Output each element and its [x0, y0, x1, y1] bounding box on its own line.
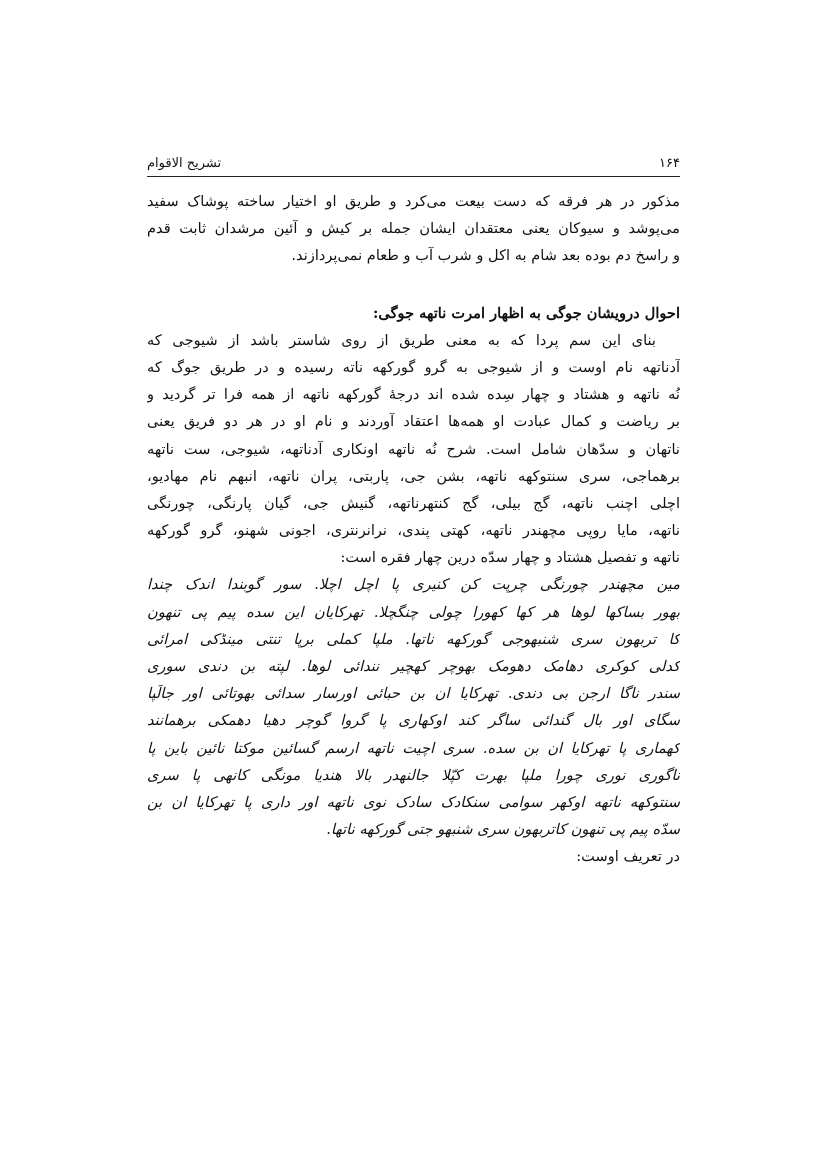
text-line: بنای این سم پردا که به معنی طریق از روی شاستر باشد از شیوجی که: [147, 331, 656, 349]
text-line: می‌پوشد و سیوکان یعنی معتقدان ایشان جمله بر کیش و آئین مرشدان ثابت قدم: [147, 220, 680, 238]
verse-line: کدلی کوکری دهامک دهومک بهوچر کهچیر نندائی لوها. لپته بن دندی سوری: [147, 658, 680, 675]
page-body: [147, 188, 680, 871]
verse-line: بهور بساکها لوها هر کها کهورا چولی چنگچلا. تهرکایان این سده پیم پی تنهون: [147, 603, 680, 621]
verse-line: سندر ناگا ارجن بی دندی. تهرکایا ان بن حبائی اورسار سدائی بهوتائی اور جالَپا: [147, 685, 680, 703]
verse-line: سنتوکهه ناتهه اوکهر سوامی سنکادک سادک نوی ناتهه اور داری پا تهرکایا ان بن: [147, 793, 680, 811]
verse-line: مین مچهندر چورنگی چرپت کن کنیری پا اچل اچلا. سور گوبندا اندک چندا: [147, 576, 680, 594]
text-line: و راسخ دم بوده بعد شام به اکل و شرب آب و طعام نمی‌پردازند.: [291, 247, 680, 265]
verse-line: کا تربهون سری شنبهوجی گورکهه ناتها. ملپا کملی برپا تنتی مینڈکی امرائی: [147, 630, 680, 648]
closing-line: در تعریف اوست:: [576, 848, 680, 866]
running-title: تشریح الاقوام: [147, 155, 222, 171]
text-line: برهماجی، سری سنتوکهه ناتهه، بشن جی، پاربتی، پران ناتهه، انبهم نام مهادیو،: [147, 467, 680, 485]
text-line: نُه ناتهه و هشتاد و چهار سِده شده اند درجهٔ گورکهه ناتهه از همه فرا تر گردید و: [147, 386, 680, 404]
text-line: ناتهه، مایا روپی مچهندر ناتهه، کهتی پندی، نرانرنتری، اجونی شهنو، گرو گورکهه: [147, 522, 680, 540]
paragraph-main: [147, 327, 680, 572]
verse-block: [147, 571, 680, 843]
page-number: ۱۶۴: [659, 155, 680, 171]
text-line: اچلی اچنب ناتهه، گج بیلی، گج کنتهرناتهه، گنیش جی، گیان پارنگی، چورنگی: [147, 494, 680, 512]
section-heading: احوال درویشان جوگی به اظهار امرت ناتهه جوگی:: [373, 304, 680, 322]
text-line: آدناتهه نام اوست و از شیوجی به گرو گورکهه ناته رسیده و در طریق جوگ که: [147, 358, 680, 376]
verse-line: ناگوری نوری چورا ملپا بهرت کپّلا جالنهدر بالا هندیا مونگی کانهی پا سری: [147, 766, 680, 784]
text-line: ناتهه و تفصیل هشتاد و چهار سدّه درین چهار فقره است:: [340, 549, 680, 567]
verse-line: سدّه پیم پی تنهون کاتربهون سری شنبهو جتی گورکهه ناتها.: [326, 821, 680, 839]
verse-line: سگای اور بال گندائی ساگر کند اوکهاری پا گروا گوچر دهیا دهمکی برهمانند: [147, 712, 680, 730]
text-line: ناتهان و سدّهان شامل است. شرح نُه ناتهه اونکاری آدناتهه، شیوجی، ست ناتهه: [147, 440, 680, 458]
text-line: بر ریاضت و کمال عبادت او همه‌ها اعتقاد آوردند و نام او در هر دو فریق یعنی: [147, 413, 680, 431]
verse-line: کهماری پا تهرکایا ان بن سده. سری اچیت ناتهه ارسم گسائین موکتا نائین باین پا: [147, 739, 680, 757]
text-line: مذکور در هر فرقه که دست بیعت می‌کرد و طریق او اختیار ساخته پوشاک سفید: [147, 193, 680, 210]
paragraph-intro: [147, 188, 680, 270]
page-header: [147, 150, 680, 177]
